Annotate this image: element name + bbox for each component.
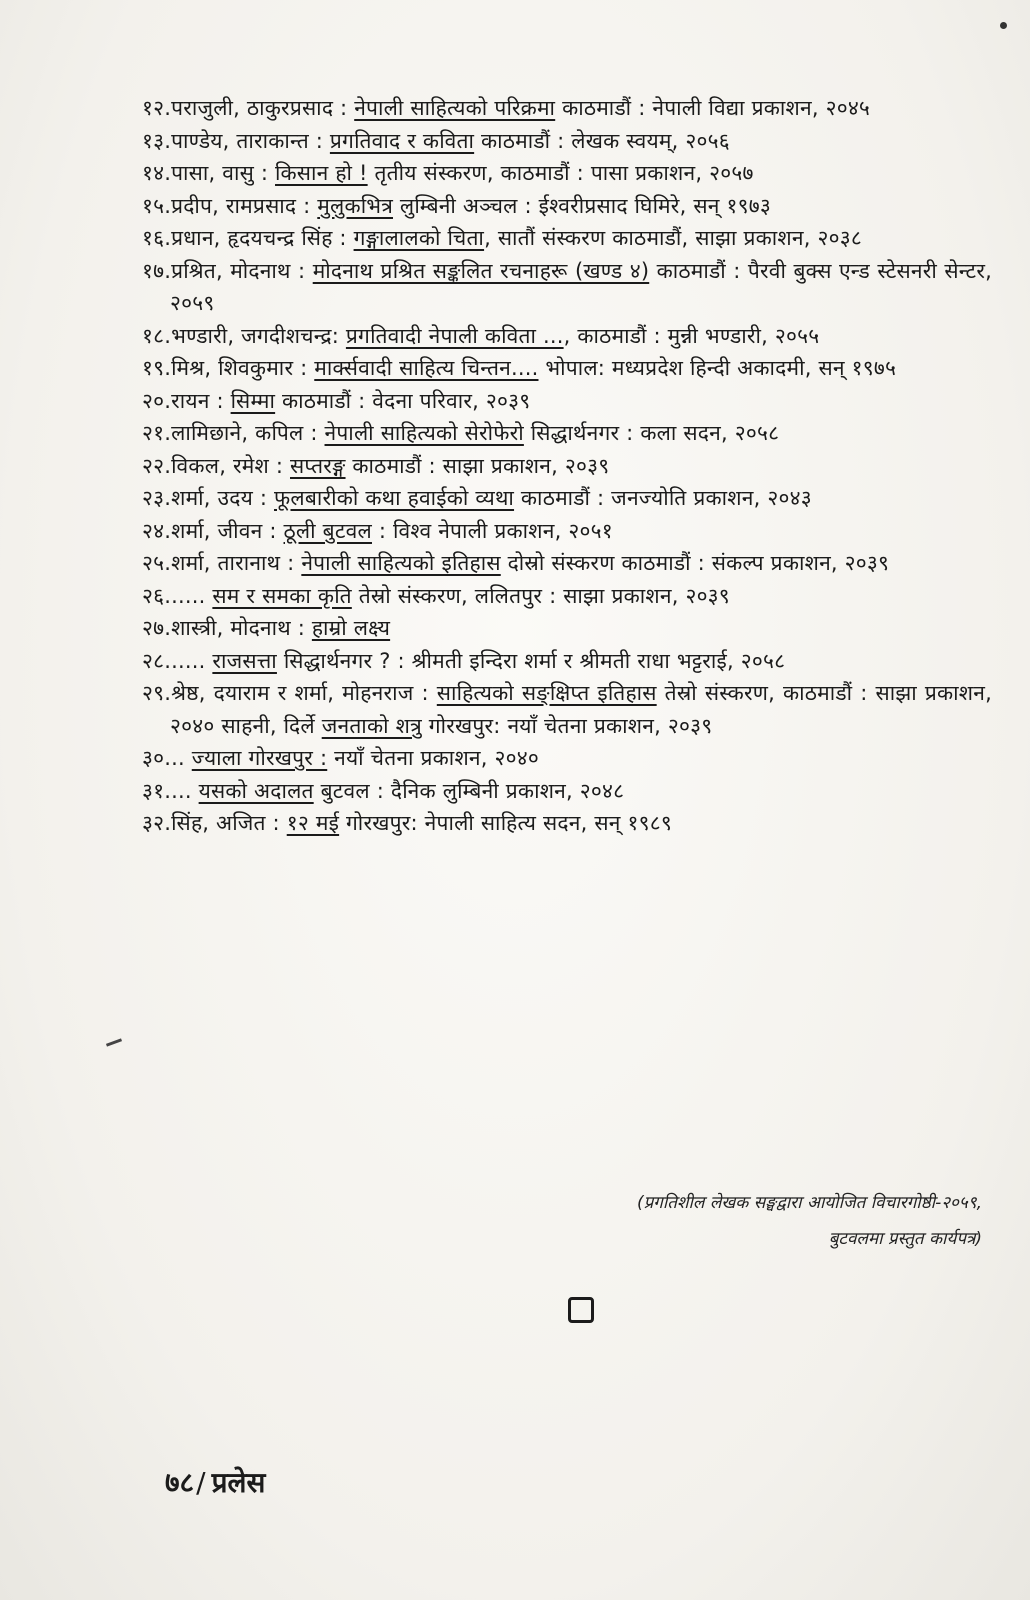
reference-item — [142, 157, 992, 190]
end-of-article-box-icon — [568, 1297, 594, 1323]
reference-text: , सातौं संस्करण काठमाडौं, साझा प्रकाशन, २०३८ — [484, 226, 862, 250]
reference-title: सिम्मा — [230, 388, 276, 413]
reference-text: बुटवल : दैनिक लुम्बिनी प्रकाशन, २०४८ — [313, 778, 625, 803]
footer-separator: / — [196, 1466, 206, 1499]
reference-item — [142, 612, 992, 645]
reference-text: २०.रायन : — [142, 388, 231, 413]
reference-text: २४.शर्मा, जीवन : — [142, 518, 284, 543]
reference-item — [142, 645, 992, 678]
reference-item — [142, 352, 992, 385]
reference-item — [142, 742, 992, 775]
reference-title: प्रगतिवादी नेपाली कविता ... — [345, 323, 564, 348]
reference-text: काठमाडौं : नेपाली विद्या प्रकाशन, २०४५ — [555, 96, 871, 120]
reference-text: १२.पराजुली, ठाकुरप्रसाद : — [142, 96, 355, 120]
reference-text: २५.शर्मा, तारानाथ : — [142, 551, 302, 575]
reference-text: तेस्रो संस्करण, काठमाडौं : साझा प्रकाशन, २०४० साहनी, दिर्ले — [170, 681, 992, 738]
reference-title: यसको अदालत — [198, 778, 314, 803]
reference-item — [142, 222, 992, 255]
reference-text: सिद्धार्थनगर ? : श्रीमती इन्दिरा शर्मा र श्रीमती राधा भट्टराई, २०५८ — [276, 648, 786, 673]
reference-text: २२.विकल, रमेश : — [142, 453, 290, 478]
reference-text: २६...... — [142, 583, 213, 608]
source-note-line-1: (प्रगतिशील लेखक सङ्घद्वारा आयोजित विचारगोष्ठी-२०५९, — [637, 1193, 982, 1213]
reference-item — [142, 417, 992, 450]
page-footer — [165, 1463, 265, 1501]
reference-text: १७.प्रश्रित, मोदनाथ : — [142, 258, 313, 283]
reference-item — [142, 677, 992, 742]
reference-list — [142, 92, 992, 840]
reference-text: गोरखपुर: नयाँ चेतना प्रकाशन, २०३९ — [421, 713, 713, 738]
reference-text: तेस्रो संस्करण, ललितपुर : साझा प्रकाशन, २०३९ — [351, 583, 730, 608]
reference-title: नेपाली साहित्यको परिक्रमा — [354, 96, 556, 120]
reference-text: १६.प्रधान, हृदयचन्द्र सिंह : — [142, 226, 354, 250]
reference-text: तृतीय संस्करण, काठमाडौं : पासा प्रकाशन, २०५७ — [367, 161, 754, 185]
reference-title: साहित्यको सङ्क्षिप्त इतिहास — [436, 681, 657, 705]
reference-text: १५.प्रदीप, रामप्रसाद : — [142, 193, 318, 218]
reference-title: १२ मई — [286, 811, 340, 835]
reference-item — [142, 255, 992, 320]
reference-text: भोपाल: मध्यप्रदेश हिन्दी अकादमी, सन् १९७५ — [538, 356, 897, 380]
reference-text: ३१.... — [142, 778, 199, 803]
reference-item — [142, 125, 992, 158]
reference-text: १८.भण्डारी, जगदीशचन्द्र: — [142, 323, 346, 348]
reference-title: हाम्रो लक्ष्य — [311, 616, 391, 640]
reference-text: सिद्धार्थनगर : कला सदन, २०५८ — [523, 421, 780, 445]
reference-title: मोदनाथ प्रश्रित सङ्कलित रचनाहरू (खण्ड ४) — [312, 258, 650, 283]
reference-item — [142, 515, 992, 548]
reference-item — [142, 547, 992, 580]
reference-title: नेपाली साहित्यको सेरोफेरो — [324, 421, 524, 445]
reference-text: २१.लामिछाने, कपिल : — [142, 421, 325, 445]
source-note — [382, 1185, 982, 1257]
pen-mark — [106, 1038, 122, 1046]
reference-text: नयाँ चेतना प्रकाशन, २०४० — [327, 746, 540, 770]
journal-name: प्रलेस — [211, 1466, 266, 1499]
reference-text: २८...... — [142, 648, 213, 673]
reference-item — [142, 385, 992, 418]
reference-text: दोस्रो संस्करण काठमाडौं : संकल्प प्रकाशन, २०३९ — [500, 551, 890, 575]
reference-text: , काठमाडौं : मुन्नी भण्डारी, २०५५ — [563, 323, 820, 348]
reference-text: १३.पाण्डेय, ताराकान्त : — [142, 128, 330, 153]
reference-item — [142, 580, 992, 613]
reference-title: किसान हो ! — [275, 161, 368, 185]
reference-text: काठमाडौं : जनज्योति प्रकाशन, २०४३ — [514, 486, 812, 510]
reference-title: मुलुकभित्र — [317, 193, 393, 218]
reference-title: गङ्गालालको चिता — [353, 226, 485, 250]
reference-text: १९.मिश्र, शिवकुमार : — [142, 356, 315, 380]
reference-title: मार्क्सवादी साहित्य चिन्तन.... — [314, 356, 539, 380]
reference-title: नेपाली साहित्यको इतिहास — [301, 551, 501, 575]
reference-item — [142, 320, 992, 353]
reference-text: काठमाडौं : वेदना परिवार, २०३९ — [275, 388, 531, 413]
reference-title: प्रगतिवाद र कविता — [329, 128, 475, 153]
reference-text: लुम्बिनी अञ्चल : ईश्वरीप्रसाद घिमिरे, सन् १९७३ — [393, 193, 771, 218]
source-note-line-2: बुटवलमा प्रस्तुत कार्यपत्र) — [828, 1229, 982, 1249]
page-number: ७८ — [165, 1466, 195, 1499]
reference-title: राजसत्ता — [212, 648, 277, 673]
reference-item — [142, 92, 992, 125]
reference-title: सम र समका कृति — [212, 583, 352, 608]
reference-text: ३०... — [142, 746, 192, 770]
reference-text: काठमाडौं : लेखक स्वयम्, २०५६ — [474, 128, 730, 153]
reference-title: ठूली बुटवल — [283, 518, 372, 543]
reference-text: ३२.सिंह, अजित : — [142, 811, 287, 835]
reference-text: काठमाडौं : साझा प्रकाशन, २०३९ — [345, 453, 610, 478]
reference-title: सप्तरङ्ग — [290, 453, 346, 478]
reference-text: गोरखपुर: नेपाली साहित्य सदन, सन् १९८९ — [339, 811, 672, 835]
reference-text: काठमाडौं : पैरवी बुक्स एन्ड स्टेसनरी सेन्टर, २०५९ — [170, 258, 992, 315]
reference-item — [142, 482, 992, 515]
reference-title: ज्याला गोरखपुर : — [191, 746, 328, 770]
reference-text: : विश्व नेपाली प्रकाशन, २०५१ — [371, 518, 613, 543]
reference-text: २९.श्रेष्ठ, दयाराम र शर्मा, मोहनराज : — [142, 681, 437, 705]
reference-item — [142, 190, 992, 223]
reference-text: २३.शर्मा, उदय : — [142, 486, 275, 510]
ink-speck — [1000, 22, 1007, 29]
reference-text: २७.शास्त्री, मोदनाथ : — [142, 616, 312, 640]
reference-title: फूलबारीको कथा हवाईको व्यथा — [274, 486, 515, 510]
reference-item — [142, 807, 992, 840]
reference-text: १४.पासा, वासु : — [142, 161, 276, 185]
reference-item — [142, 450, 992, 483]
reference-title: जनताको शत्रु — [321, 713, 422, 738]
reference-item — [142, 775, 992, 808]
